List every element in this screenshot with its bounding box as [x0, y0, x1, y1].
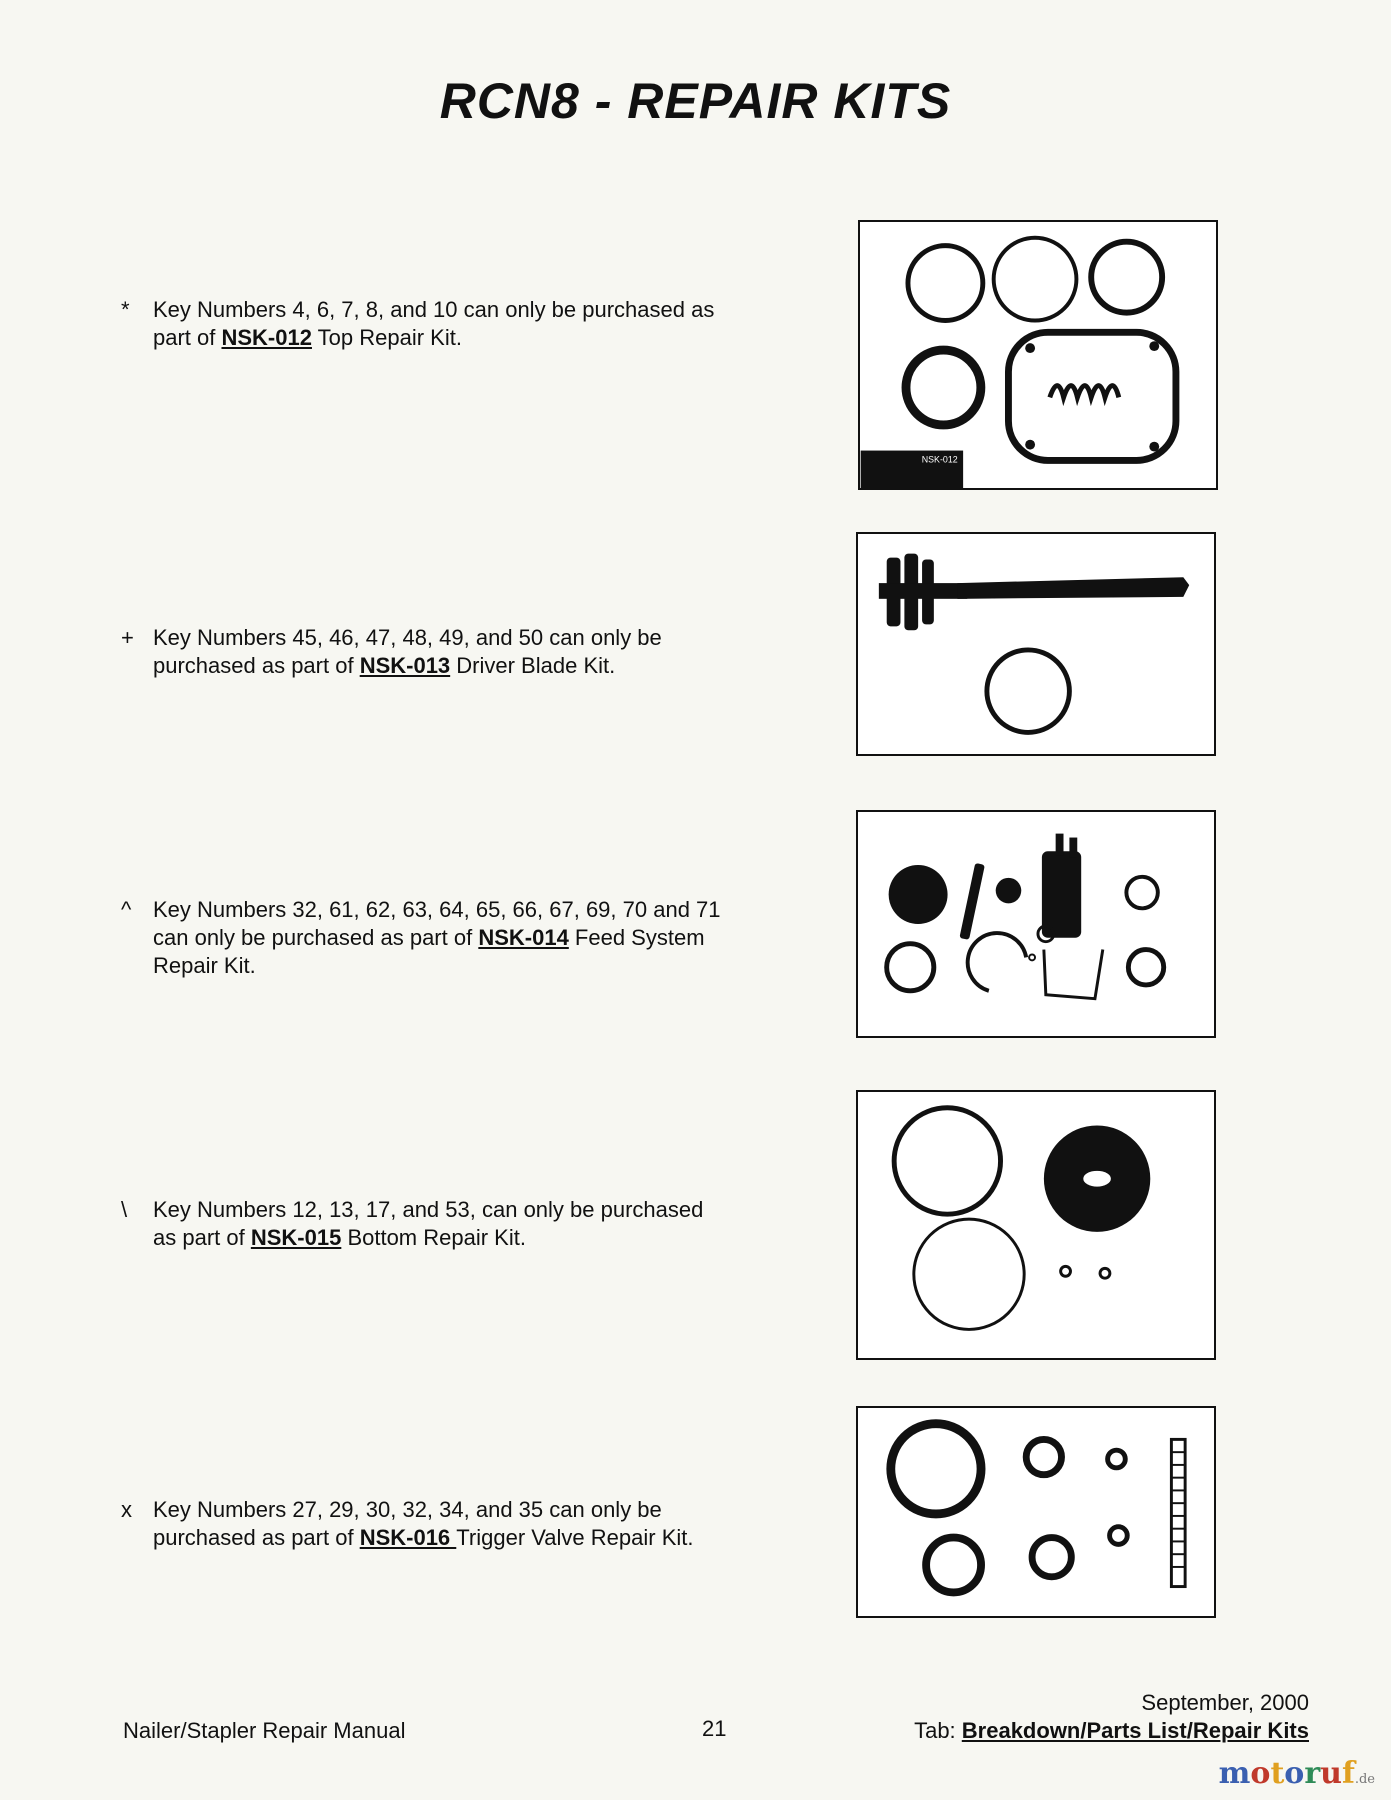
figure-nsk-015 [856, 1090, 1216, 1360]
watermark-letter: t [1270, 1756, 1285, 1791]
note-symbol: x [121, 1497, 132, 1522]
watermark-letter: o [1250, 1756, 1271, 1791]
figure-nsk-012 [858, 220, 1218, 490]
watermark-suffix: .de [1354, 1772, 1375, 1787]
watermark-letter: u [1320, 1756, 1342, 1791]
tab-link[interactable]: Breakdown/Parts List/Repair Kits [961, 1718, 1309, 1743]
tab-reference [914, 1718, 1309, 1744]
page-number: 21 [702, 1716, 727, 1741]
note-text: Key Numbers 32, 61, 62, 63, 64, 65, 66, 67, 69, 70 and 71 can only be purchased as part of [153, 897, 721, 950]
figure-nsk-014 [856, 810, 1216, 1038]
note-text-end: Top Repair Kit. [311, 325, 462, 350]
feed-system-kit-parts-illustration [858, 812, 1214, 1036]
watermark-letter: m [1218, 1756, 1251, 1791]
note-symbol: + [121, 625, 134, 650]
figure-label: NSK-012 [921, 454, 958, 465]
publication-date: September, 2000 [1141, 1690, 1309, 1715]
note-text: Key Numbers 4, 6, 7, 8, and 10 can only be purchased as part of [153, 297, 715, 350]
trigger-valve-kit-parts-illustration [858, 1408, 1214, 1616]
kit-note-nsk-014 [121, 896, 721, 980]
kit-note-nsk-012 [121, 296, 721, 352]
note-text: Key Numbers 12, 13, 17, and 53, can only be purchased as part of [153, 1197, 704, 1250]
note-text-end: Bottom Repair Kit. [341, 1225, 526, 1250]
watermark-letter: o [1284, 1756, 1305, 1791]
figure-nsk-016 [856, 1406, 1216, 1618]
note-symbol: \ [121, 1197, 128, 1222]
watermark-letter: f [1341, 1756, 1355, 1791]
kit-code-link[interactable]: NSK-013 [359, 653, 451, 678]
page-title: RCN8 - REPAIR KITS [439, 73, 952, 129]
note-symbol: ^ [121, 897, 132, 922]
watermark-brand [1219, 1756, 1355, 1791]
driver-blade-kit-parts-illustration [858, 534, 1214, 754]
note-text-end: Feed System Repair Kit. [153, 925, 705, 978]
kit-note-nsk-015 [121, 1196, 721, 1252]
watermark-logo [1219, 1756, 1375, 1791]
note-text: Key Numbers 27, 29, 30, 32, 34, and 35 can only be purchased as part of [153, 1497, 662, 1550]
kit-code-link[interactable]: NSK-016 [359, 1525, 457, 1550]
manual-title: Nailer/Stapler Repair Manual [123, 1718, 406, 1743]
watermark-letter: r [1304, 1756, 1321, 1791]
top-repair-kit-parts-illustration [860, 222, 1216, 488]
note-symbol: * [121, 297, 130, 322]
bottom-repair-kit-parts-illustration [858, 1092, 1214, 1358]
kit-code-link[interactable]: NSK-012 [221, 325, 312, 350]
kit-code-link[interactable]: NSK-015 [250, 1225, 342, 1250]
note-text-end: Trigger Valve Repair Kit. [456, 1525, 694, 1550]
kit-note-nsk-013 [121, 624, 721, 680]
tab-label: Tab: [914, 1718, 962, 1743]
kit-code-link[interactable]: NSK-014 [478, 925, 569, 950]
kit-note-nsk-016 [121, 1496, 721, 1552]
note-text: Key Numbers 45, 46, 47, 48, 49, and 50 can only be purchased as part of [153, 625, 662, 678]
figure-nsk-013 [856, 532, 1216, 756]
note-text-end: Driver Blade Kit. [450, 653, 616, 678]
